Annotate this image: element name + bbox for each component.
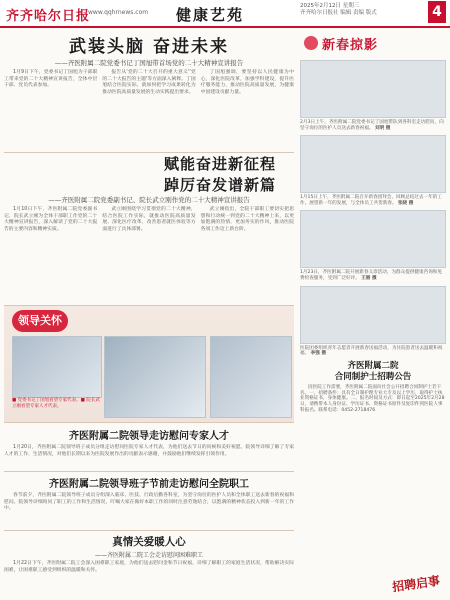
caption-text: 医院团委组织青年志愿者开展新春送福活动，为住院患者送去温暖和祝福。 — [300, 345, 443, 357]
new-year-photo-1[interactable] — [300, 60, 446, 118]
article-2-subtitle: ——齐医附属二院党委副书记、院长武立刚作党的二十大精神宣讲报告 — [48, 196, 250, 204]
website-url[interactable]: www.qqhrnews.com — [88, 9, 149, 16]
photo-credit: 李强 摄 — [310, 351, 327, 357]
article-2[interactable] — [4, 153, 294, 306]
masthead — [0, 0, 450, 28]
article-5-title[interactable]: 真情关爱暖人心 — [112, 536, 186, 548]
article-5[interactable] — [4, 531, 294, 581]
article-2-paragraph: 武立刚围绕学习贯彻党的二十大精神，结合医院工作实际，就推动医院高质量发展、深化医疗改革、改善患者就医体验等方面进行了具体部署。 — [102, 207, 196, 232]
new-year-photo-4[interactable] — [300, 286, 446, 344]
article-2-paragraph: 武立刚指出，全院干部职工要切实把思想和行动统一到党的二十大精神上来，以更加饱满的热情、更加务实的作风，推动医院各项工作迈上新台阶。 — [200, 207, 294, 232]
new-year-header — [300, 30, 446, 60]
main-column — [4, 30, 294, 581]
new-year-photo-2[interactable] — [300, 135, 446, 193]
issue-date: 2025年2月12日 星期三 — [300, 3, 360, 9]
article-2-paragraph: 1月10日下午，齐医附属二院党委副书记、院长武立刚为全体干部职工作党的二十大精神宣讲报告，深入解读了党的二十大报告的主要内容和精神实质。 — [4, 207, 98, 232]
notice-title-line2: 合同制护士招聘公告 — [334, 371, 412, 382]
issue-editors: 齐齐哈尔日报社 编辑 责编 版式 — [300, 10, 377, 16]
article-3-title[interactable]: 齐医附属二院领导走访慰问专家人才 — [69, 431, 229, 442]
article-5-subtitle: ——齐医附属二院工会走访慰问困难职工 — [94, 552, 203, 559]
article-2-body — [4, 207, 294, 233]
article-1-paragraph: 1月9日下午，党委书记丁国旭为干部职工带来党的二十大精神宣讲报告，全体中层干部、党员代表参加。 — [4, 70, 98, 89]
page-number: 4 — [428, 1, 446, 23]
article-4-title[interactable]: 齐医附属二院领导班子节前走访慰问全院职工 — [49, 479, 249, 490]
notice-title-line1: 齐医附属二院 — [347, 360, 399, 371]
new-year-caption-1 — [300, 120, 446, 131]
photo-visit-3[interactable] — [210, 336, 292, 418]
photo-credit: 刘明 摄 — [374, 125, 391, 131]
article-1[interactable] — [4, 30, 294, 153]
new-year-title: 新春掠影 — [322, 38, 379, 53]
article-1-body — [4, 70, 294, 96]
article-2-title-line2: 踔厉奋发谱新篇 — [163, 176, 276, 194]
photo-credit: 张晓 摄 — [397, 200, 414, 206]
article-1-title[interactable]: 武装头脑 奋进未来 — [69, 37, 229, 57]
new-year-caption-2 — [300, 195, 446, 206]
photo-block — [4, 306, 294, 423]
flower-icon — [304, 36, 318, 50]
caption-text: 2月3日上午，齐医附属二院党委书记丁国旭带队到各科室走访慰问，向坚守岗位的医护人员送去新春祝福。 — [300, 120, 444, 131]
recruitment-notice-text: 因医院工作需要，齐医附属二院面向社会公开招聘合同制护士若干名。一、招聘条件：具有全日制护理专业大专及以上学历，取得护士执业资格证书，身体健康。二、报名时间及方式：即日起至2025年2月28日，请携带本人身份证、学历证书、资格证书原件及复印件到医院人事科报名。联系电话：0452-2718476 — [300, 384, 445, 413]
issue-info — [300, 3, 420, 17]
sidebar-column — [300, 30, 446, 596]
caption-text: 1月23日，齐医附属二院开展新春义诊活动，为群众提供健康咨询和免费检查服务，受到广泛好评。 — [300, 270, 442, 281]
article-2-title[interactable] — [150, 153, 290, 195]
newspaper-logo[interactable]: 齐齐哈尔日报 — [6, 9, 91, 24]
section-title: 健康艺苑 — [176, 6, 245, 24]
article-2-title-line1: 赋能奋进新征程 — [163, 155, 276, 173]
recruitment-stamp: 招聘启事 — [391, 573, 441, 595]
new-year-caption-4 — [300, 346, 446, 357]
new-year-photo-3[interactable] — [300, 210, 446, 268]
photo-caption: ■ 党委书记丁国旭看望专家代表。■ 院长武立刚看望专家人才代表。 — [12, 398, 100, 409]
photo-credit: 王丽 摄 — [361, 275, 377, 281]
article-4[interactable] — [4, 472, 294, 531]
article-1-paragraph: 报告从'党的二十大召开的重大意义''党的二十大报告的主题'等方面深入阐释。丁国旭结合医院实际，就如何把学习成果转化为推动医院高质量发展的生动实践提出要求。 — [102, 70, 196, 95]
article-3[interactable] — [4, 423, 294, 472]
caption-text: 1月15日上午，齐医附属二院召开新春团拜会，回顾总结过去一年的工作，展望新一年的发展，与全体员工共贺新春。 — [300, 195, 442, 206]
article-1-paragraph: 丁国旭强调，要坚持以人民健康为中心，深化医院改革，加强学科建设，提升医疗服务能力，推动医院高质量发展，为健康中国建设贡献力量。 — [200, 70, 294, 95]
photo-visit-2[interactable] — [104, 336, 206, 418]
article-1-subtitle: ——齐医附属二院党委书记丁国旭带首场党的二十大精神宣讲报告 — [54, 59, 244, 67]
article-5-text: 1月22日下午，齐医附属二院工会深入困难职工家庭，为他们送去慰问金和节日祝福，详细了解职工的家庭生活状况，帮助解决实际困难，让困难职工感受到组织的温暖和关怀。 — [4, 561, 294, 573]
article-3-text: 1月20日，齐医附属二院领导班子成员分组走访慰问医院专家人才代表，为他们送去节日的问候和美好祝愿。院领导详细了解了专家人才的工作、生活情况，对他们长期以来为医院发展作出的贡献表示感谢，并鼓励他们继续发挥引领作用。 — [4, 445, 294, 457]
photo-visit-1[interactable] — [12, 336, 102, 398]
article-4-text: 春节前夕，齐医附属二院领导班子成员分组深入临床、医技、行政后勤各科室，为坚守岗位的医护人员和全体职工送去新春的祝福和慰问。院领导详细询问了职工的工作和生活情况，叮嘱大家在做好本职工作的同时注意劳逸结合，以饱满的精神状态投入到新一年的工作中。 — [4, 493, 294, 512]
new-year-caption-3 — [300, 270, 446, 281]
recruitment-notice-title[interactable] — [300, 361, 446, 383]
leadership-care-badge: 领导关怀 — [12, 310, 68, 332]
